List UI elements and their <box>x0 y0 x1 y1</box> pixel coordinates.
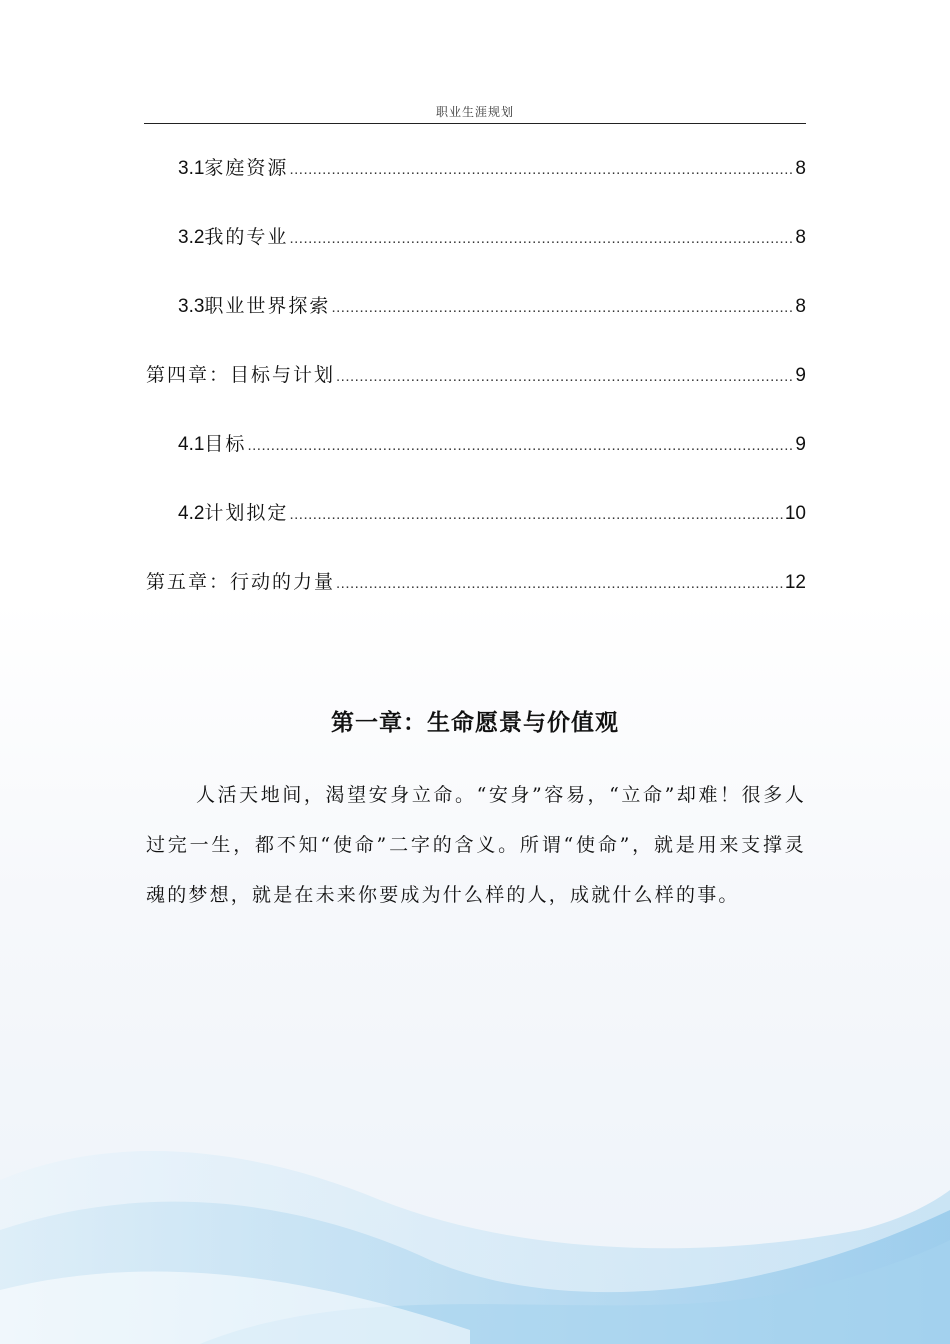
toc-page-number: 9 <box>795 434 806 455</box>
toc-leader-dots <box>336 368 794 385</box>
toc-entry-title: 第四章：目标与计划 <box>146 364 336 386</box>
toc-entry-3-2[interactable] <box>178 222 806 250</box>
toc-page-number: 12 <box>784 572 806 593</box>
toc-entry-number: 3.2 <box>178 227 205 248</box>
toc-entry-number: 4.2 <box>178 503 205 524</box>
toc-leader-dots <box>331 299 794 316</box>
chapter-heading: 第一章：生命愿景与价值观 <box>331 709 619 736</box>
body-paragraph: 人活天地间，渴望安身立命。“安身”容易，“立命”却难！很多人过完一生，都不知“使命”二字的含义。所谓“使命”，就是用来支撑灵魂的梦想，就是在未来你要成为什么样的人，成就什么样的事。 <box>146 784 806 906</box>
toc-page-number: 10 <box>784 503 806 524</box>
toc-leader-dots <box>336 575 784 592</box>
header-title: 职业生涯规划 <box>435 105 514 119</box>
toc-page-number: 8 <box>795 158 806 179</box>
toc-leader-dots <box>247 437 794 454</box>
toc-leader-dots <box>289 506 783 523</box>
toc-entry-chapter-5[interactable] <box>146 567 806 595</box>
toc-entry-number: 4.1 <box>178 434 205 455</box>
toc-page-number: 9 <box>795 365 806 386</box>
toc-entry-number: 3.1 <box>178 158 205 179</box>
toc-entry-4-1[interactable] <box>178 429 806 457</box>
toc-entry-4-2[interactable] <box>178 498 806 526</box>
toc-leader-dots <box>289 230 794 247</box>
toc-entry-title: 计划拟定 <box>204 502 289 524</box>
toc-entry-number: 3.3 <box>178 296 205 317</box>
toc-entry-chapter-4[interactable] <box>146 360 806 388</box>
wave-decoration <box>0 1140 950 1344</box>
toc-entry-title: 目标 <box>204 433 247 455</box>
toc-leader-dots <box>289 161 794 178</box>
toc-page-number: 8 <box>795 296 806 317</box>
toc-entry-title: 职业世界探索 <box>204 295 331 317</box>
toc-entry-title: 家庭资源 <box>204 157 289 179</box>
toc-entry-title: 我的专业 <box>204 226 289 248</box>
header-rule <box>144 123 806 124</box>
toc-page-number: 8 <box>795 227 806 248</box>
toc-entry-3-3[interactable] <box>178 291 806 319</box>
toc-entry-title: 第五章：行动的力量 <box>146 571 336 593</box>
toc-entry-3-1[interactable] <box>178 153 806 181</box>
